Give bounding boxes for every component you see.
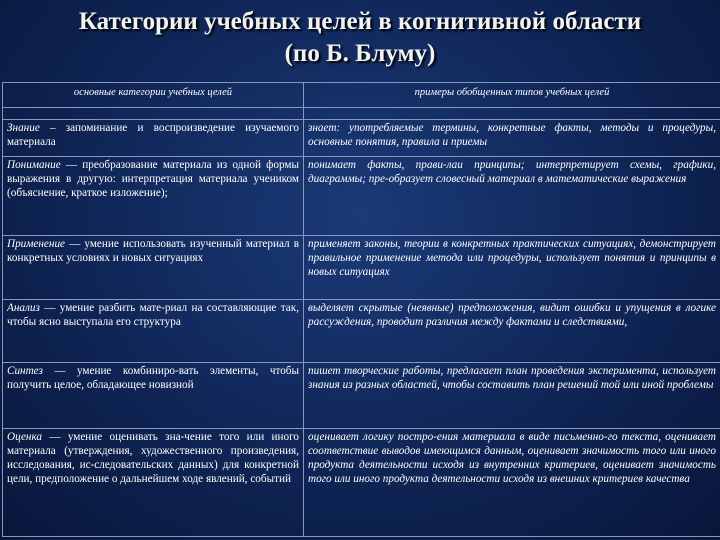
- slide-title: [0, 6, 720, 70]
- category-definition: — преобразование материала из одной формы выражения в другую: интерпретация материала учеником (объяснение, краткое изложение);: [7, 159, 299, 199]
- examples-cell: пишет творческие работы, предлагает план проведения эксперимента, использует знания из разных областей, чтобы составить план решений той или иной проблемы: [304, 363, 720, 429]
- table-row: [3, 236, 720, 300]
- category-term: Знание: [7, 122, 40, 134]
- category-cell: [3, 300, 304, 363]
- table-row: [3, 157, 720, 236]
- category-cell: [3, 157, 304, 236]
- category-term: Применение: [7, 238, 65, 250]
- examples-cell: знает: употребляемые термины, конкретные факты, методы и процедуры, основные понятия, правила и приемы: [304, 120, 720, 157]
- category-term: Анализ: [7, 302, 40, 314]
- table-row: [3, 429, 720, 537]
- examples-cell: оценивает логику постро-ения материала в виде письменно-го текста, оценивает соответствие выводов имеющимся данным, оценивает значимость того или иного продукта деятельности исходя из внутренних критериев, оценивает значимость того или иного продукта деятельности исходя из внешних критериев качества: [304, 429, 720, 537]
- table-spacer: [3, 108, 720, 120]
- title-line-2: (по Б. Блуму): [284, 40, 436, 67]
- category-definition: — умение использовать изученный материал в конкретных условиях и новых ситуациях: [7, 238, 299, 264]
- table-row: [3, 120, 720, 157]
- category-term: Синтез: [7, 365, 43, 377]
- category-definition: — умение комбиниро-вать элементы, чтобы получить целое, обладающее новизной: [7, 365, 299, 391]
- table-row: [3, 300, 720, 363]
- category-cell: [3, 236, 304, 300]
- table-row: [3, 363, 720, 429]
- category-cell: [3, 120, 304, 157]
- examples-cell: применяет законы, теории в конкретных практических ситуациях, демонстрирует правильное применение метода или процедуры, использует понятия и принципы в новых ситуациях: [304, 236, 720, 300]
- header-examples: примеры обобщенных типов учебных целей: [304, 83, 720, 108]
- header-categories: основные категории учебных целей: [3, 83, 304, 108]
- category-cell: [3, 429, 304, 537]
- category-definition: — умение оценивать зна-чение того или иного материала (утверждения, художественного произведения, исследования, ис-следовательских данных) для конкретной цели, предположение о дальнейшем ходе явлений, событий: [7, 431, 299, 485]
- categories-table: [2, 82, 720, 537]
- category-definition: – запоминание и воспроизведение изучаемого материала: [7, 122, 299, 148]
- category-term: Оценка: [7, 431, 43, 443]
- table-header-row: [3, 83, 720, 108]
- category-cell: [3, 363, 304, 429]
- category-term: Понимание: [7, 159, 61, 171]
- category-definition: — умение разбить мате-риал на составляющие так, чтобы ясно выступала его структура: [7, 302, 299, 328]
- examples-cell: понимает факты, прави-лаи принципы; интерпретирует схемы, графики, диаграммы; пре-образует словесный материал в математические выражения: [304, 157, 720, 236]
- examples-cell: выделяет скрытые (неявные) предположения, видит ошибки и упущения в логике рассуждения, проводит различия между фактами и следствиями,: [304, 300, 720, 363]
- title-line-1: Категории учебных целей в когнитивной области: [78, 8, 642, 35]
